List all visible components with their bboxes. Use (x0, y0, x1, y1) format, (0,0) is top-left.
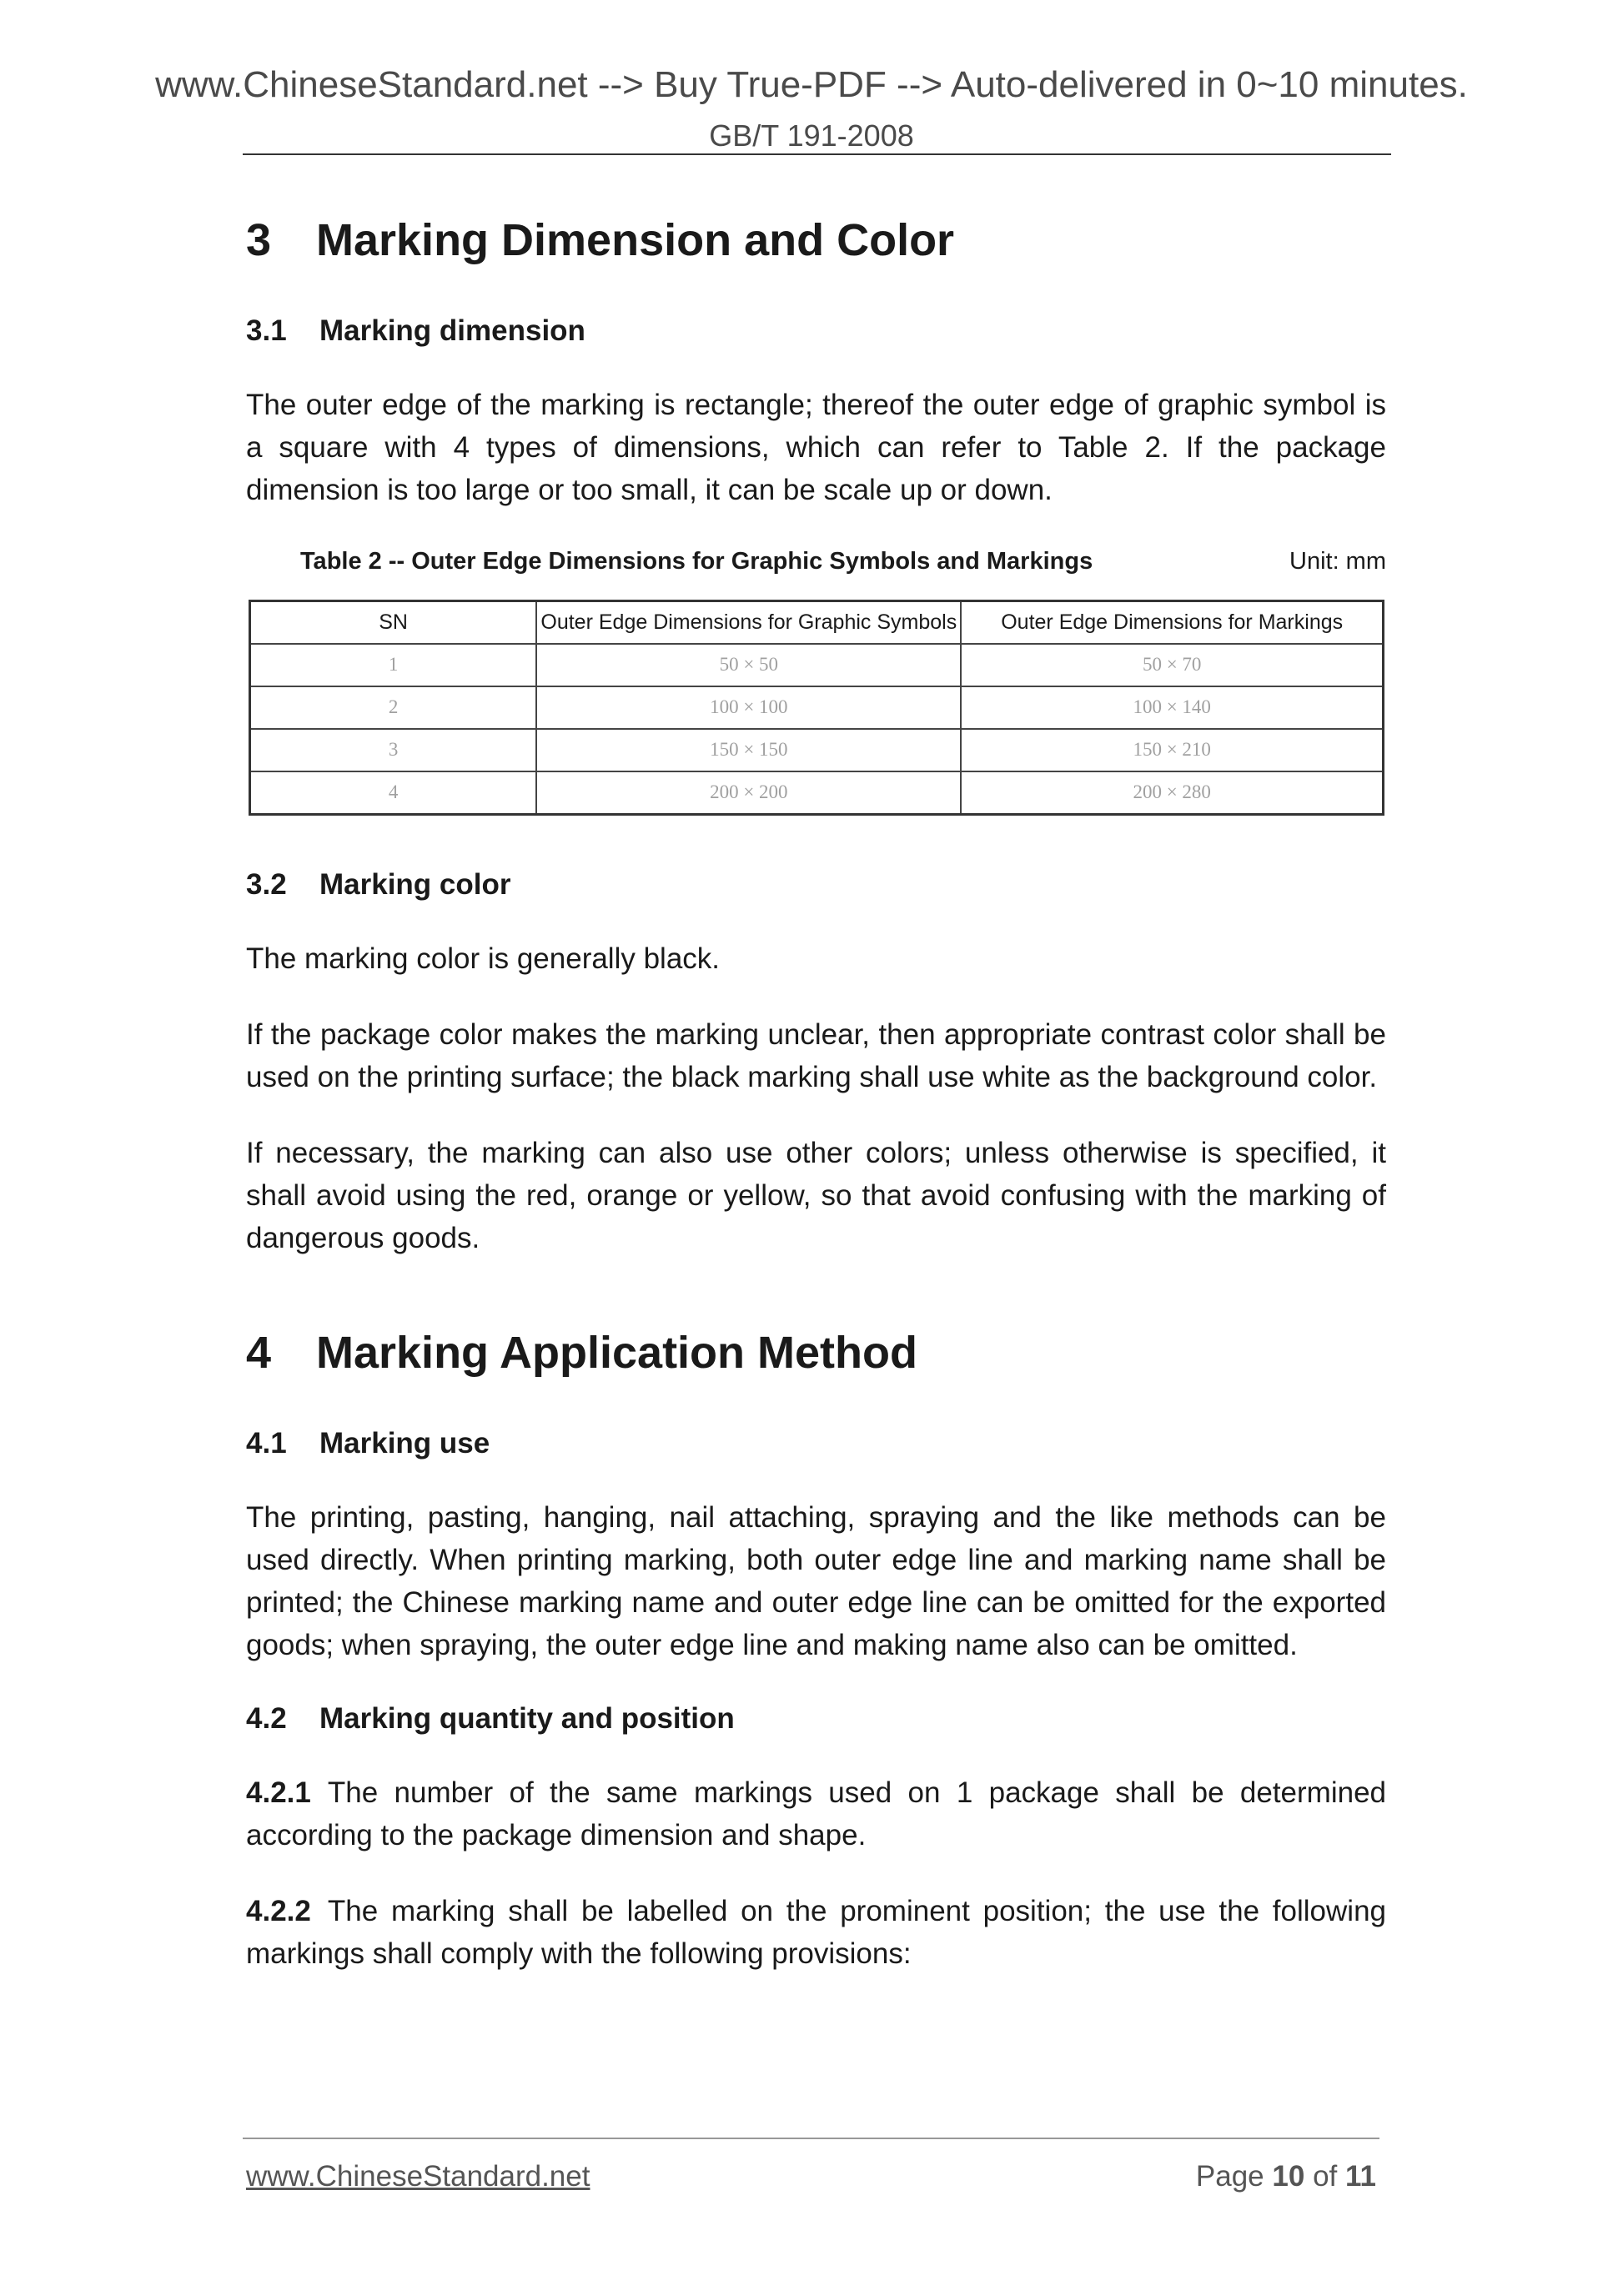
page-word: Page (1195, 2160, 1264, 2193)
page-number (1196, 2160, 1376, 2193)
header-banner: www.ChineseStandard.net --> Buy True-PDF --> Auto-delivered in 0~10 minutes. (155, 64, 1468, 105)
clause-3-2-title: Marking color (319, 867, 511, 901)
footer-rule (243, 2138, 1379, 2139)
table-2-caption-row (246, 548, 1386, 581)
standard-number: GB/T 191-2008 (709, 118, 914, 153)
clause-4-1-paragraph: The printing, pasting, hanging, nail attaching, spraying and the like methods can be used directly. When printing marking, both outer edge line and marking name shall be printed; the Chinese marking name and outer edge line can be omitted for the exported goods; when spraying, the outer edge line and making name also can be omitted. (246, 1500, 1386, 1661)
table-cell: 100 × 100 (536, 686, 961, 729)
page-of: of (1313, 2160, 1338, 2193)
table-row (250, 686, 1384, 729)
table-cell: 4 (250, 771, 537, 815)
table-cell: 100 × 140 (961, 686, 1383, 729)
table-cell: 150 × 210 (961, 729, 1383, 771)
clause-4-1-heading (246, 1426, 1386, 1461)
table-cell: 200 × 200 (536, 771, 961, 815)
clause-3-2-paragraph-3: If necessary, the marking can also use other colors; unless otherwise is specified, it shall avoid using the red, orange or yellow, so that avoid confusing with the marking of dangerous goods. (246, 1136, 1386, 1254)
table-cell: 200 × 280 (961, 771, 1383, 815)
section-4-heading (246, 1326, 1386, 1380)
clause-3-1-paragraph: The outer edge of the marking is rectangle; thereof the outer edge of graphic symbol is a square with 4 types of dimensions, which can refer to Table 2. If the package dimension is too large or too small, it can be scale up or down. (246, 388, 1386, 506)
table-header-row (250, 600, 1384, 644)
table-2-unit: Unit: mm (1289, 547, 1386, 575)
clause-4-2-number: 4.2 (246, 1701, 287, 1735)
section-3-title: Marking Dimension and Color (316, 215, 955, 265)
page-current: 10 (1272, 2160, 1305, 2193)
clause-4-2-2-number: 4.2.2 (246, 1894, 311, 1927)
clause-3-2-paragraph-1: The marking color is generally black. (246, 942, 721, 975)
table-row (250, 729, 1384, 771)
clause-4-2-1-number: 4.2.1 (246, 1776, 311, 1809)
page-content (246, 208, 1386, 1975)
clause-4-2-1-paragraph (246, 1771, 1386, 1856)
table-2 (249, 600, 1384, 816)
clause-4-2-2-paragraph (246, 1890, 1386, 1975)
clause-3-1-title: Marking dimension (319, 314, 585, 347)
clause-3-2-paragraph-2: If the package color makes the marking unclear, then appropriate contrast color shall be used on the printing surface; the black marking shall use white as the background color. (246, 1017, 1386, 1093)
table-cell: 1 (250, 644, 537, 686)
clause-4-1-title: Marking use (319, 1426, 490, 1459)
section-4-title: Marking Application Method (316, 1327, 917, 1378)
page-header (0, 63, 1623, 153)
table-cell: 3 (250, 729, 537, 771)
section-3-number: 3 (246, 215, 272, 265)
clause-3-1-heading (246, 314, 1386, 349)
table-cell: 50 × 50 (536, 644, 961, 686)
header-cell-markings: Outer Edge Dimensions for Markings (961, 600, 1383, 644)
table-cell: 150 × 150 (536, 729, 961, 771)
table-row (250, 771, 1384, 815)
clause-4-2-2-text: The marking shall be labelled on the prominent position; the use the following markings shall comply with the following provisions: (246, 1894, 1386, 1970)
page-total: 11 (1345, 2160, 1376, 2193)
footer-site-link[interactable]: www.ChineseStandard.net (246, 2160, 590, 2193)
header-rule (243, 153, 1391, 155)
table-row (250, 644, 1384, 686)
clause-4-1-number: 4.1 (246, 1426, 287, 1459)
header-cell-sn: SN (250, 600, 537, 644)
header-cell-graphic-symbols: Outer Edge Dimensions for Graphic Symbols (536, 600, 961, 644)
clause-3-1-number: 3.1 (246, 314, 287, 347)
table-cell: 2 (250, 686, 537, 729)
clause-4-2-title: Marking quantity and position (319, 1701, 735, 1735)
section-3-heading (246, 214, 1386, 268)
clause-3-2-number: 3.2 (246, 867, 287, 901)
clause-4-2-1-text: The number of the same markings used on 1 package shall be determined according to the package dimension and shape. (246, 1776, 1386, 1851)
table-2-caption: Table 2 -- Outer Edge Dimensions for Graphic Symbols and Markings (300, 547, 1093, 575)
clause-4-2-heading (246, 1701, 1386, 1736)
section-4-number: 4 (246, 1327, 272, 1378)
clause-3-2-heading (246, 867, 1386, 902)
table-cell: 50 × 70 (961, 644, 1383, 686)
